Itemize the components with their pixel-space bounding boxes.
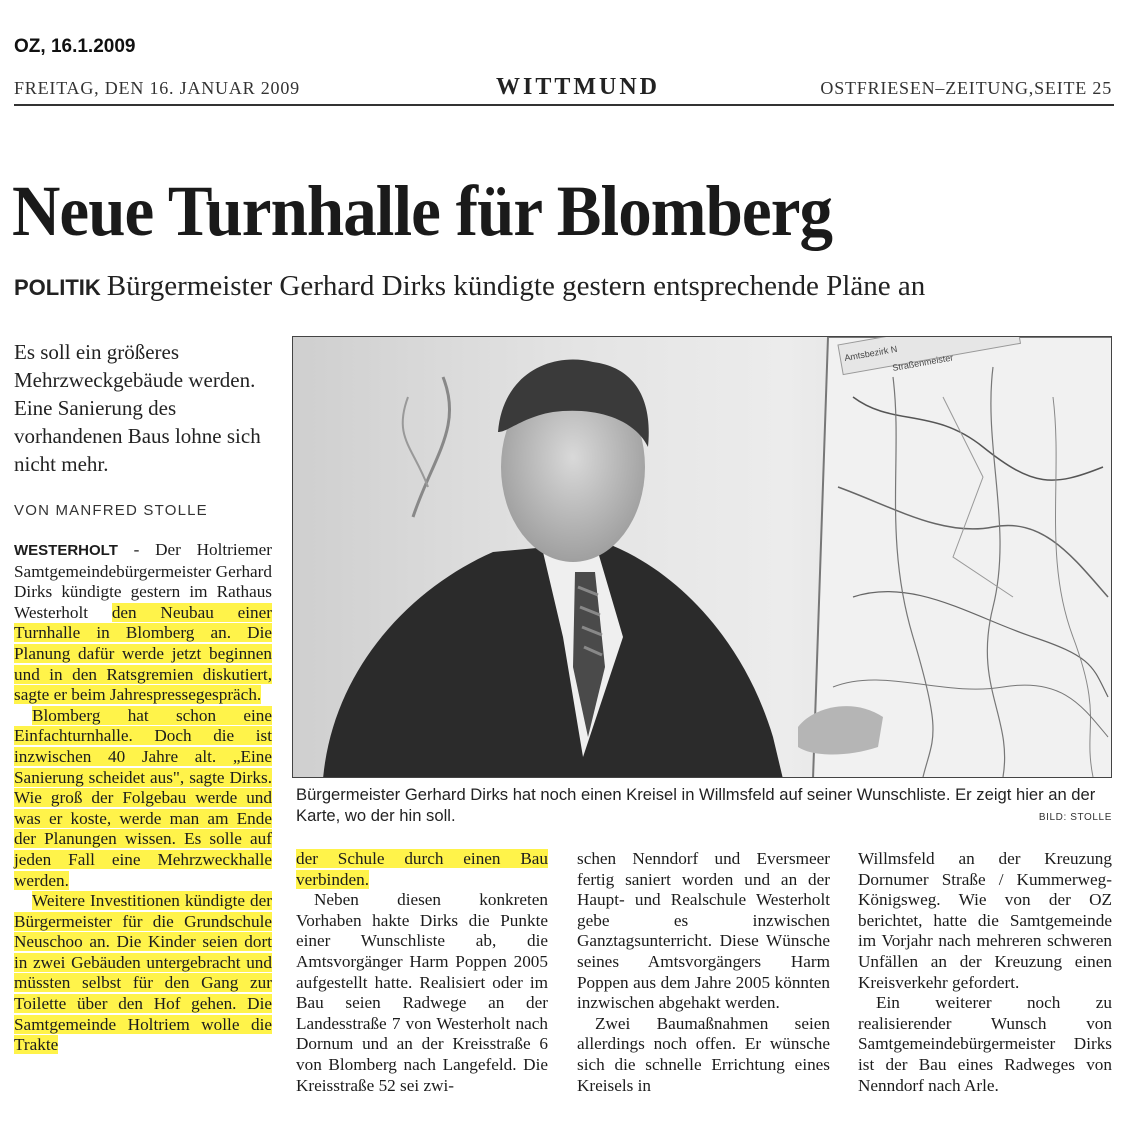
article-column-3 (577, 849, 830, 1096)
article-column-1 (14, 540, 272, 1056)
subhead-text: Bürgermeister Gerhard Dirks kündigte gestern entsprechende Pläne an (106, 270, 926, 302)
masthead-paper: OSTFRIESEN–ZEITUNG,SEITE 25 (820, 78, 1112, 98)
photo-illustration (293, 337, 1112, 778)
dateline: WESTERHOLT (14, 542, 118, 559)
archive-stamp: OZ, 16.1.2009 (14, 36, 136, 57)
masthead-date: FREITAG, DEN 16. JANUAR 2009 (14, 78, 300, 98)
column3-paragraph-2: Zwei Baumaßnahmen seien allerdings noch offen. Er wünsche sich die schnelle Errichtung eines Kreisels in (577, 1013, 830, 1095)
column2-p1-highlight: der Schule durch einen Bau verbinden. (296, 849, 548, 889)
map-label-2: Straßenmeister (891, 352, 954, 373)
column1-paragraph-3 (14, 891, 272, 1056)
photo-credit: BILD: STOLLE (1038, 812, 1112, 823)
column2-paragraph-1 (296, 849, 548, 890)
headline: Neue Turnhalle für Blomberg (12, 171, 833, 251)
column2-paragraph-2: Neben diesen konkreten Vorhaben hakte Dirks die Punkte einer Wunschliste ab, die Amtsvorgänger Harm Poppen 2005 aufgestellt hatte. Realisiert oder im Bau seien Radwege an der Landesstraße 7 von Westerholt nach Dornum und an der Kreisstraße 6 von Blomberg nach Langefeld. Die Kreisstraße 52 sei zwi- (296, 890, 548, 1095)
masthead-section: WITTMUND (496, 74, 661, 100)
lead-paragraph: Es soll ein größeres Mehrzweckgebäude werden. Eine Sanierung des vorhandenen Baus lohne sich nicht mehr. (14, 340, 261, 476)
masthead (14, 76, 1114, 106)
article-column-4 (858, 849, 1112, 1096)
column4-paragraph-2: Ein weiterer noch zu realisierender Wunsch von Samtgemeindebürgermeister Dirks ist der Bau eines Radweges von Nenndorf nach Arle. (858, 993, 1112, 1095)
article-photo (292, 336, 1112, 778)
column1-p1-highlight: den Neubau einer Turnhalle in Blomberg an. Die Planung dafür werde jetzt beginnen und in den Ratsgremien diskutiert, sagte er beim Jahrespressegespräch. (14, 602, 272, 705)
column1-paragraph-1 (14, 540, 272, 706)
article-column-2 (296, 849, 548, 1096)
column1-paragraph-2 (14, 706, 272, 891)
column1-p2-highlight: Blomberg hat schon eine Einfachturnhalle. Doch die ist inzwischen 40 Jahre alt. „Eine Sanierung scheidet aus", sagte Dirks. Wie groß der Folgebau werde und was er koste, werde man am Ende der Planungen wissen. Es solle auf jeden Fall eine Mehrzweckhalle werden. (14, 705, 272, 890)
column3-paragraph-1: schen Nenndorf und Eversmeer fertig saniert worden und an der Haupt- und Realschule Westerholt gebe es inzwischen Ganztagsunterricht. Diese Wünsche seines Amtsvorgängers Harm Poppen aus dem Jahre 2005 könnten inzwischen abgehakt werden. (577, 849, 830, 1013)
byline: VON MANFRED STOLLE (14, 502, 208, 519)
photo-caption: Bürgermeister Gerhard Dirks hat noch einen Kreisel in Willmsfeld auf seiner Wunschliste. Er zeigt hier an der Karte, wo der hin soll. (296, 785, 1096, 825)
map-label-1: Amtsbezirk N (843, 343, 899, 363)
subhead-kicker: POLITIK (14, 275, 101, 300)
column4-paragraph-1: Willmsfeld an der Kreuzung Dornumer Straße / Kummerweg-Königsweg. Wie von der OZ berichtet, hatte die Samtgemeinde im Vorjahr nach mehreren schweren Unfällen an der Kreuzung einen Kreisverkehr gefordert. (858, 849, 1112, 992)
column1-p3-highlight: Weitere Investitionen kündigte der Bürgermeister für die Grundschule Neuschoo an. Die Kinder seien dort in zwei Gebäuden untergebracht und müssten selbst für den Gang zur Toilette über den Hof gehen. Die Samtgemeinde Holtriem wolle die Trakte (14, 891, 272, 1055)
subheadline (14, 270, 925, 303)
column1-p1-text: - Der Holtriemer Samtgemeindebürgermeister Gerhard Dirks kündigte gestern im Rathaus Westerholt (14, 540, 272, 622)
